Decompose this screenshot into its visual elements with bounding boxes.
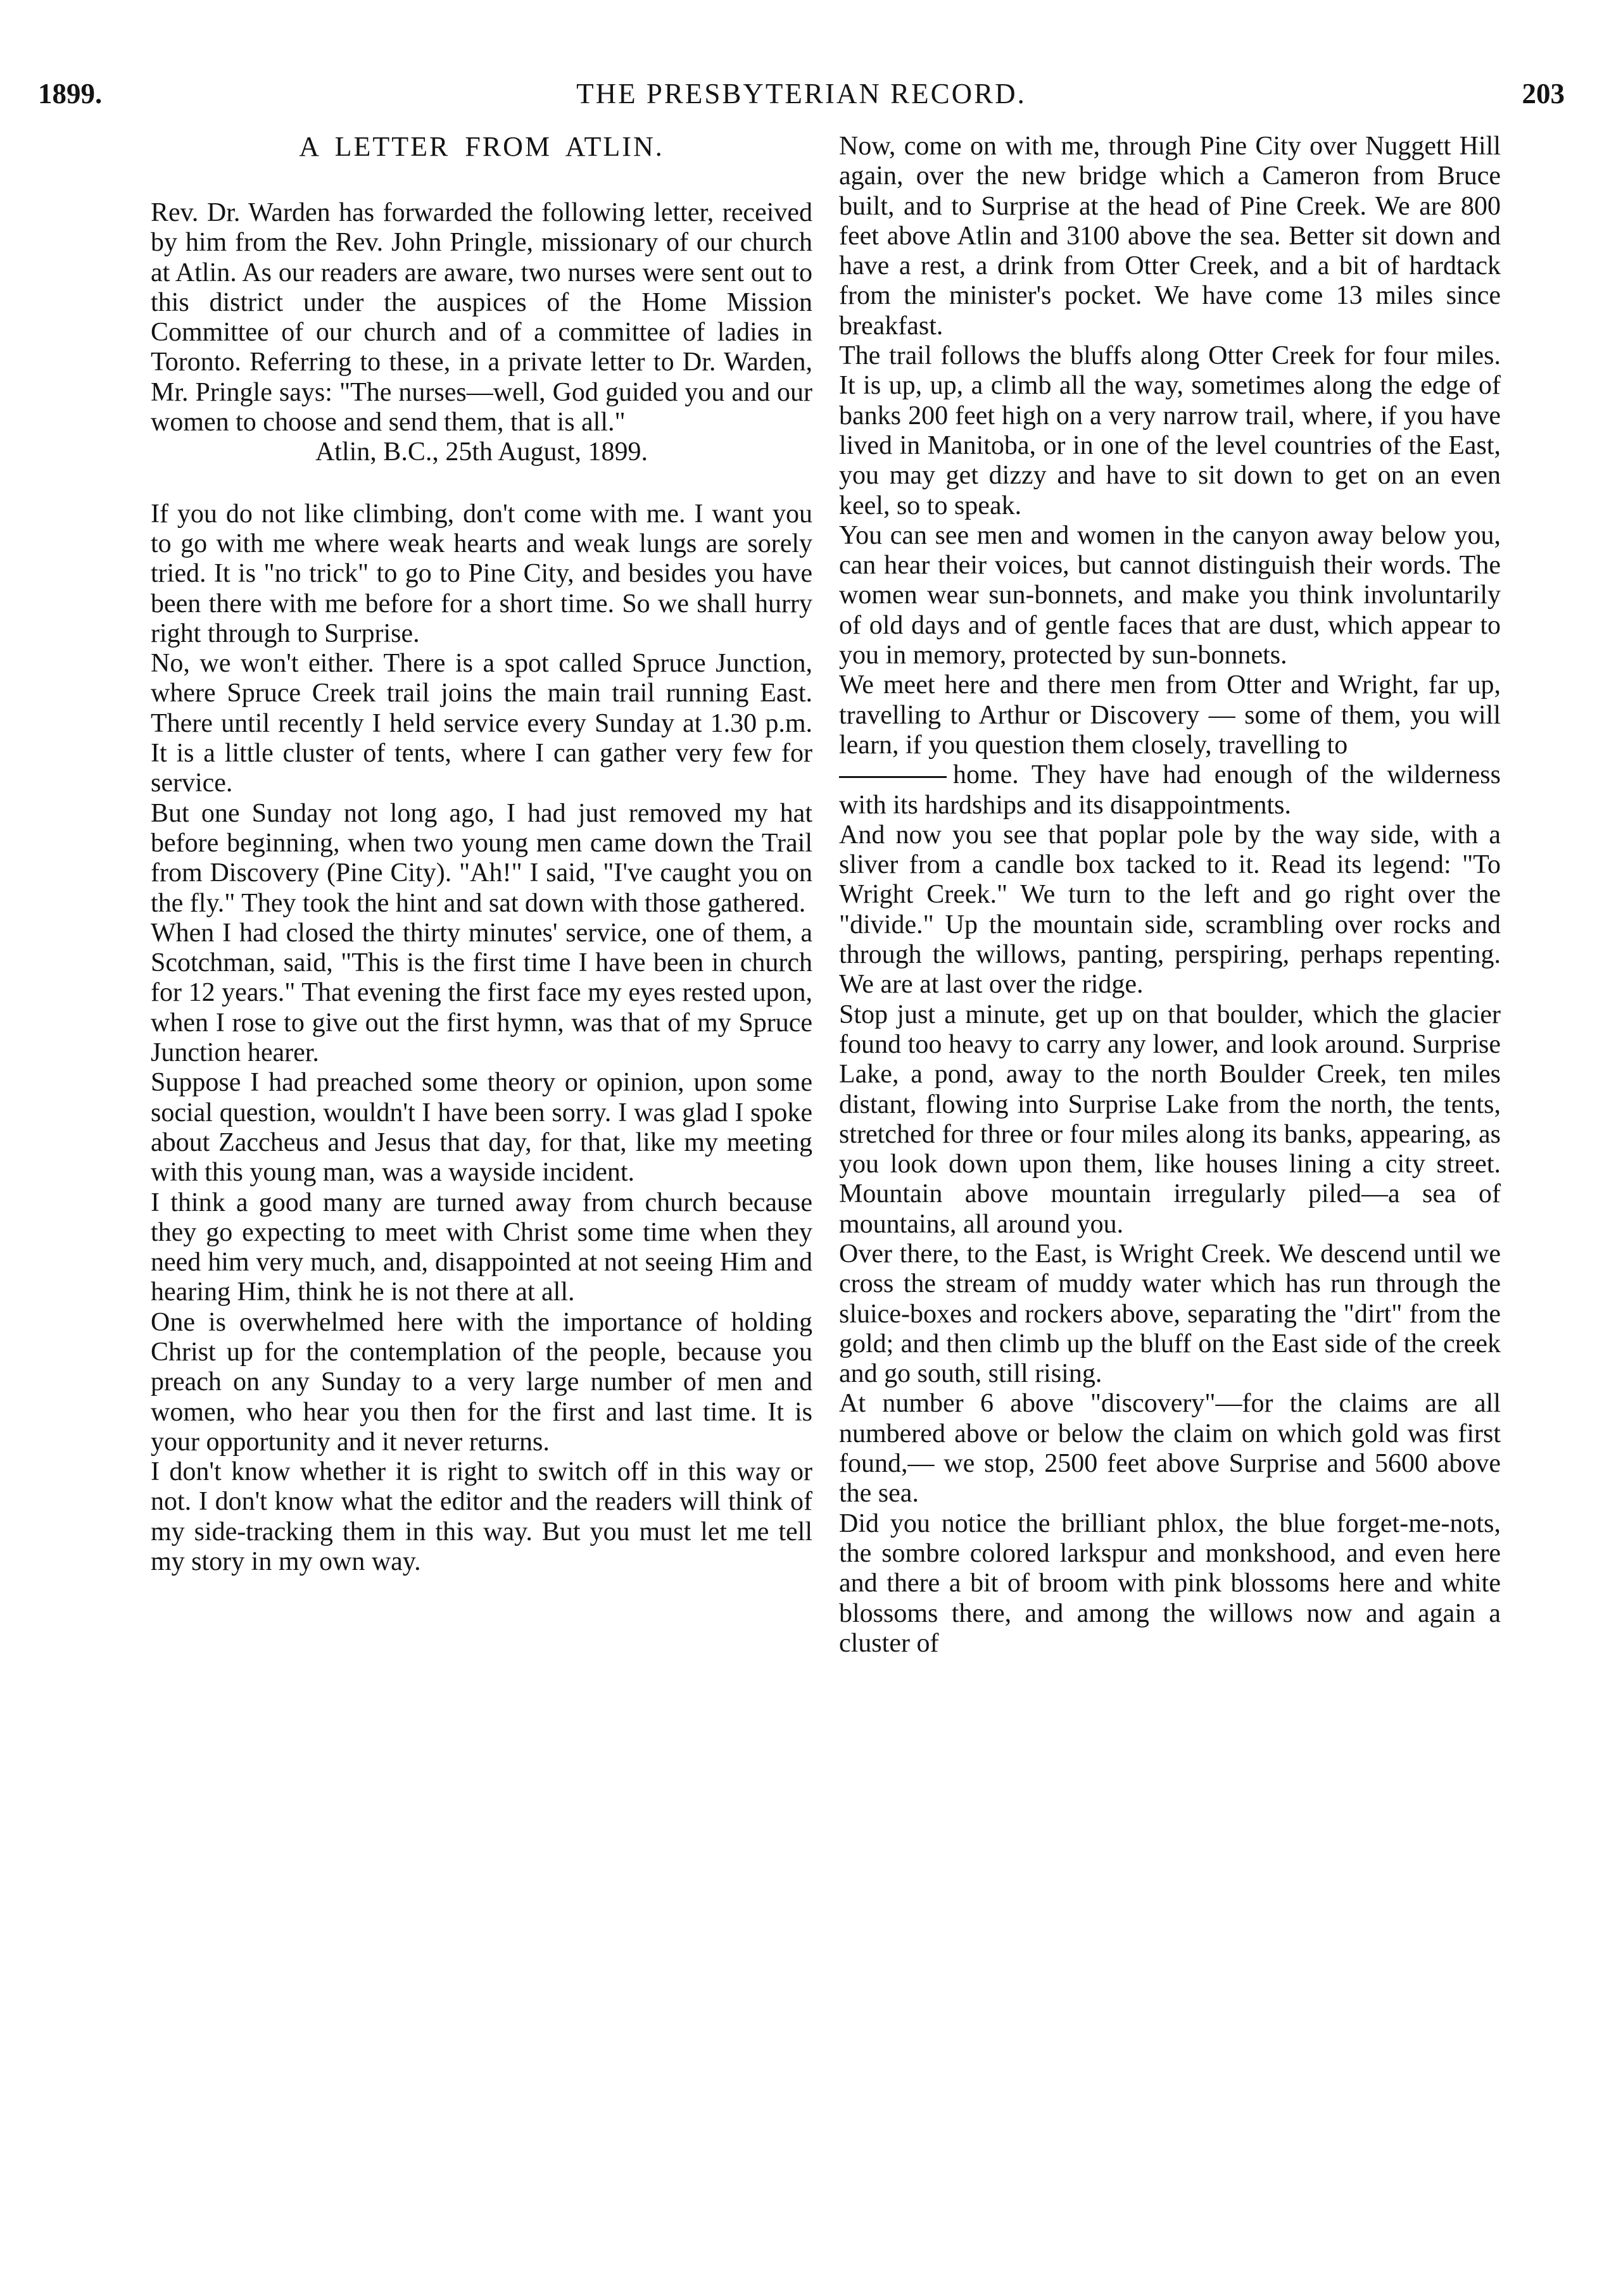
dash-continuation-paragraph xyxy=(839,760,1501,820)
dash-continuation-text: home. They have had enough of the wilderness with its hardships and its disappointments. xyxy=(839,760,1501,820)
paragraph: You can see men and women in the canyon away below you, can hear their voices, but cannot distinguish their words. The women wear sun-bonnets, and make you think involuntarily of old days and of gentle faces that are dust, which appear to you in memory, protected by sun-bonnets. xyxy=(839,520,1501,670)
paragraph: One is overwhelmed here with the importance of holding Christ up for the contemplation of the people, because you preach on any Sunday to a very large number of men and women, who hear you then for the first and last time. It is your opportunity and it never returns. xyxy=(151,1307,812,1457)
paragraph: And now you see that poplar pole by the way side, with a sliver from a candle box tacked to it. Read its legend: "To Wright Creek." We turn to the left and go right over the "divide." Up the mountain side, scrambling over rocks and through the willows, panting, perspiring, perhaps repenting. We are at last over the ridge. xyxy=(839,820,1501,1000)
left-column xyxy=(151,132,812,1577)
running-head-year: 1899. xyxy=(38,78,103,110)
paragraph: Did you notice the brilliant phlox, the blue forget-me-nots, the sombre colored larkspur and monkshood, and even here and there a bit of broom with pink blossoms here and white blossoms there, and among the willows now and again a cluster of xyxy=(839,1509,1501,1658)
paragraph: Over there, to the East, is Wright Creek. We descend until we cross the stream of muddy water which has run through the sluice-boxes and rockers above, separating the "dirt" from the gold; and then climb up the bluff on the East side of the creek and go south, still rising. xyxy=(839,1239,1501,1389)
paragraph: I think a good many are turned away from church because they go expecting to meet with Christ some time when they need him very much, and, disappointed at not seeing Him and hearing Him, think he is not there at all. xyxy=(151,1188,812,1307)
paragraph: Stop just a minute, get up on that boulder, which the glacier found too heavy to carry any lower, and look around. Surprise Lake, a pond, away to the north Boulder Creek, ten miles distant, flowing into Surprise Lake from the north, the tents, stretched for three or four miles along its banks, appearing, as you look down upon them, like houses lining a city street. Mountain above mountain irregularly piled—a sea of mountains, all around you. xyxy=(839,1000,1501,1239)
paragraph: We meet here and there men from Otter and Wright, far up, travelling to Arthur or Discovery — some of them, you will learn, if you question them closely, travelling to xyxy=(839,670,1501,760)
paragraph: Suppose I had preached some theory or opinion, upon some social question, wouldn't I have been sorry. I was glad I spoke about Zaccheus and Jesus that day, for that, like my meeting with this young man, was a wayside incident. xyxy=(151,1068,812,1188)
running-head xyxy=(38,68,1565,119)
paragraph: No, we won't either. There is a spot called Spruce Junction, where Spruce Creek trail joins the main trail running East. There until recently I held service every Sunday at 1.30 p.m. It is a little cluster of tents, where I can gather very few for service. xyxy=(151,649,812,798)
article-intro: Rev. Dr. Warden has forwarded the following letter, received by him from the Rev. John Pringle, missionary of our church at Atlin. As our readers are aware, two nurses were sent out to this district under the auspices of the Home Mission Committee of our church and of a committee of ladies in Toronto. Referring to these, in a private letter to Dr. Warden, Mr. Pringle says: "The nurses—well, God guided you and our women to choose and send them, that is all." xyxy=(151,198,812,437)
article-title: A LETTER FROM ATLIN. xyxy=(299,131,664,162)
dash-rule xyxy=(839,776,947,778)
paragraph: When I had closed the thirty minutes' service, one of them, a Scotchman, said, "This is the first time I have been in church for 12 years." That evening the first face my eyes rested upon, when I rose to give out the first hymn, was that of my Spruce Junction hearer. xyxy=(151,918,812,1068)
paragraph: The trail follows the bluffs along Otter Creek for four miles. It is up, up, a climb all the way, sometimes along the edge of banks 200 feet high on a very narrow trail, where, if you have lived in Manitoba, or in one of the level countries of the East, you may get dizzy and have to sit down to get on an even keel, so to speak. xyxy=(839,341,1501,520)
page-number: 203 xyxy=(1522,78,1565,110)
running-head-title: THE PRESBYTERIAN RECORD. xyxy=(576,78,1026,110)
right-column xyxy=(839,132,1501,1659)
paragraph: I don't know whether it is right to switch off in this way or not. I don't know what the editor and the readers will think of my side-tracking them in this way. But you must let me tell my story in my own way. xyxy=(151,1457,812,1577)
paragraph: But one Sunday not long ago, I had just removed my hat before beginning, when two young men came down the Trail from Discovery (Pine City). "Ah!" I said, "I've caught you on the fly." They took the hint and sat down with those gathered. xyxy=(151,798,812,918)
paragraph: If you do not like climbing, don't come with me. I want you to go with me where weak hearts and weak lungs are sorely tried. It is "no trick" to go to Pine City, and besides you have been there with me before for a short time. So we shall hurry right through to Surprise. xyxy=(151,499,812,648)
dateline: Atlin, B.C., 25th August, 1899. xyxy=(315,437,648,467)
paragraph: At number 6 above "discovery"—for the claims are all numbered above or below the claim on which gold was first found,— we stop, 2500 feet above Surprise and 5600 above the sea. xyxy=(839,1389,1501,1509)
paragraph: Now, come on with me, through Pine City over Nuggett Hill again, over the new bridge which a Cameron from Bruce built, and to Surprise at the head of Pine Creek. We are 800 feet above Atlin and 3100 above the sea. Better sit down and have a rest, a drink from Otter Creek, and a bit of hardtack from the minister's pocket. We have come 13 miles since breakfast. xyxy=(839,132,1501,341)
